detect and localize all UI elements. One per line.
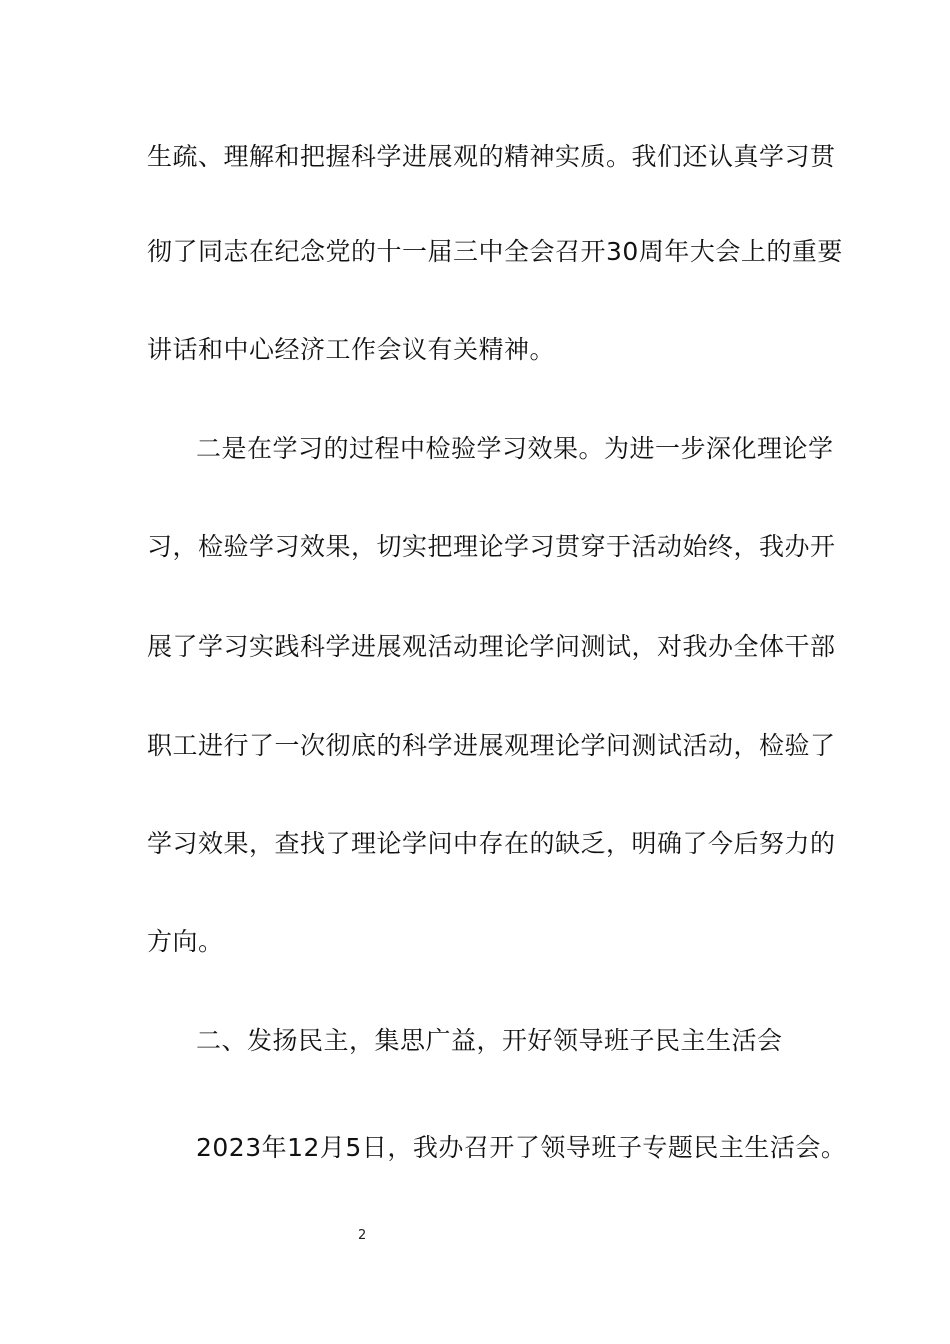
page-number: 2 [358, 1228, 367, 1243]
body-text-line: 彻了同志在纪念党的十一届三中全会召开30周年大会上的重要 [147, 237, 843, 266]
section-heading: 二、发扬民主，集思广益，开好领导班子民主生活会 [196, 1026, 783, 1055]
body-text-line: 展了学习实践科学进展观活动理论学问测试，对我办全体干部 [147, 632, 836, 661]
body-text-line: 职工进行了一次彻底的科学进展观理论学问测试活动，检验了 [147, 731, 836, 760]
body-text-line: 讲话和中心经济工作会议有关精神。 [147, 335, 556, 364]
body-text-line: 方向。 [147, 927, 224, 956]
body-text-line: 生疏、理解和把握科学进展观的精神实质。我们还认真学习贯 [147, 142, 836, 171]
paragraph-start-line: 二是在学习的过程中检验学习效果。为进一步深化理论学 [196, 434, 834, 463]
body-text-line: 习，检验学习效果，切实把理论学习贯穿于活动始终，我办开 [147, 532, 836, 561]
body-text-line: 学习效果，查找了理论学问中存在的缺乏，明确了今后努力的 [147, 829, 836, 858]
paragraph-start-line: 2023年12月5日，我办召开了领导班子专题民主生活会。 [196, 1133, 847, 1162]
